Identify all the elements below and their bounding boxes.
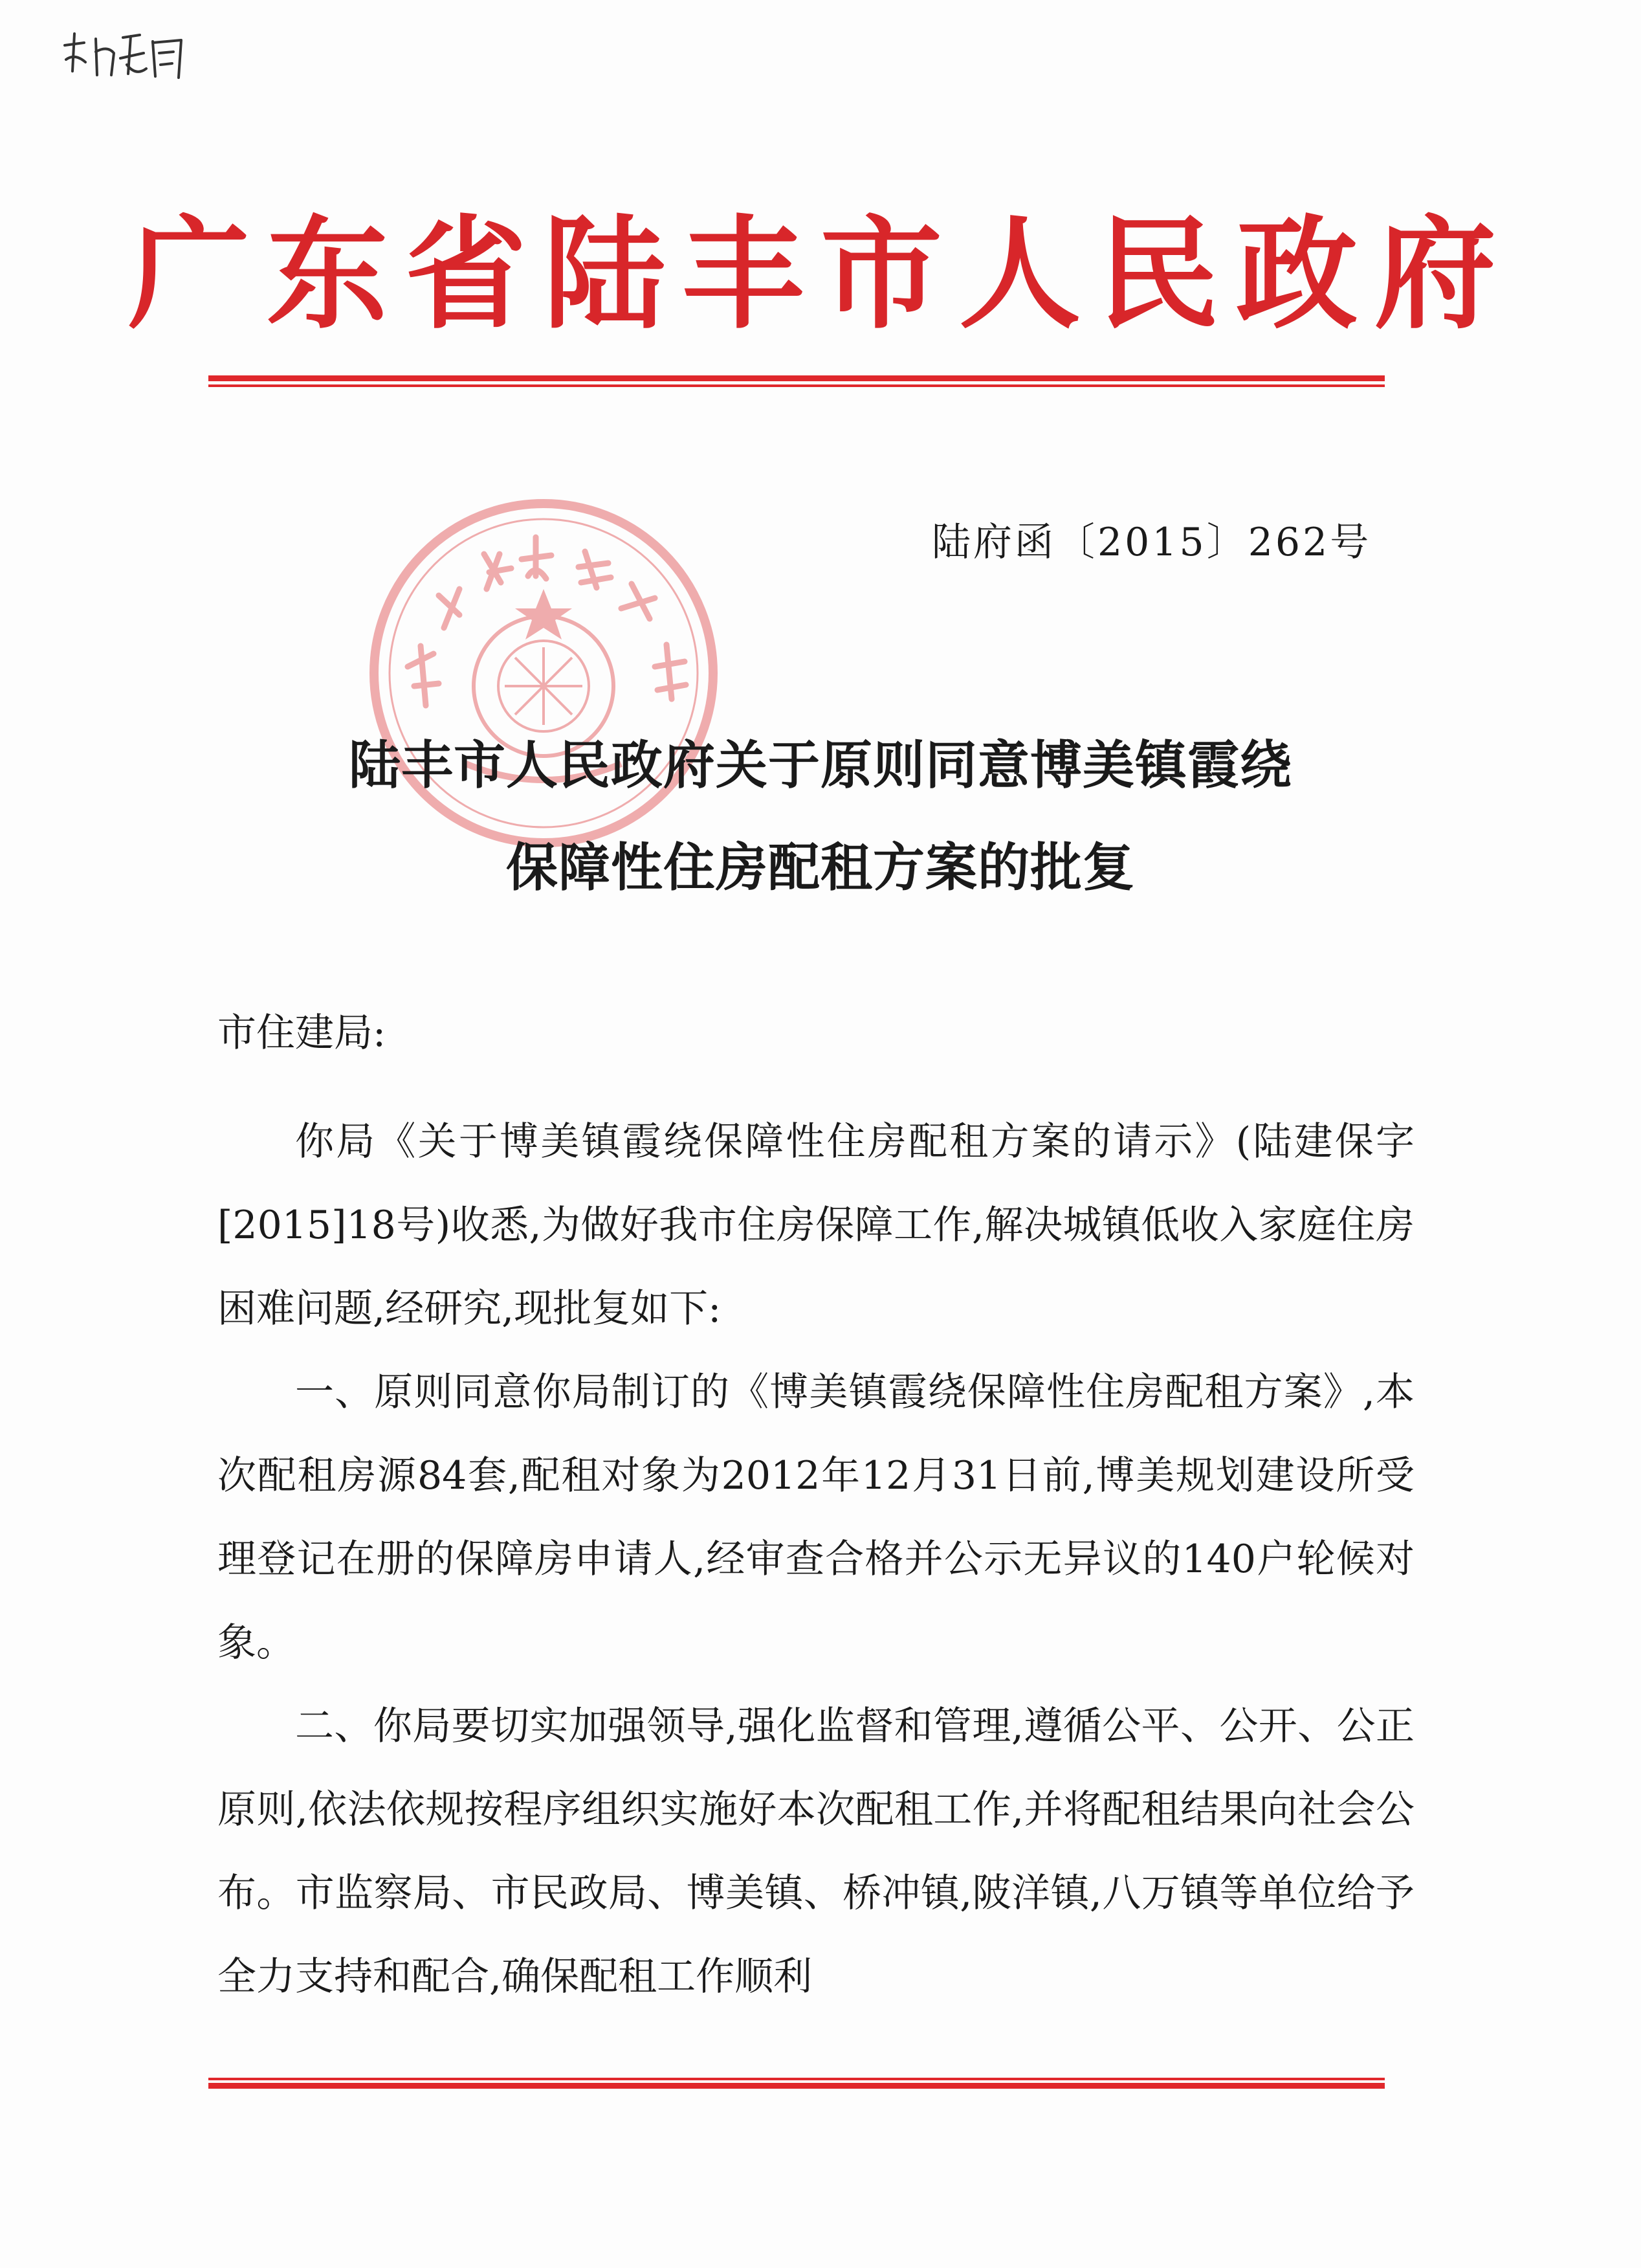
top-red-rule bbox=[208, 375, 1385, 390]
document-title-line-2: 保障性住房配租方案的批复 bbox=[506, 837, 1135, 898]
document-number: 陆府函〔2015〕262号 bbox=[932, 520, 1372, 565]
masthead-title: 广东省陆丰市人民政府 bbox=[128, 203, 1513, 346]
body-paragraph-1: 你局《关于博美镇霞绕保障性住房配租方案的请示》(陆建保字[2015]18号)收悉,为做好我市住房保障工作,解决城镇低收入家庭住房困难问题,经研究,现批复如下: bbox=[217, 1119, 1415, 1331]
official-seal-stamp bbox=[362, 492, 725, 854]
document-title-line-1: 陆丰市人民政府关于原则同意博美镇霞绕 bbox=[349, 735, 1292, 795]
bottom-red-rule bbox=[208, 2078, 1385, 2092]
salutation: 市住建局: bbox=[217, 1010, 386, 1056]
document-body bbox=[217, 1100, 1415, 2019]
body-paragraph-2: 一、原则同意你局制订的《博美镇霞绕保障性住房配租方案》,本次配租房源84套,配租对象为2012年12月31日前,博美规划建设所受理登记在册的保障房申请人,经审查合格并公示无异议的140户轮候对象。 bbox=[217, 1370, 1415, 1665]
handwritten-note-signature bbox=[58, 19, 214, 91]
body-paragraph-3: 二、你局要切实加强领导,强化监督和管理,遵循公平、公开、公正原则,依法依规按程序组织实施好本次配租工作,并将配租结果向社会公布。市监察局、市民政局、博美镇、桥冲镇,陂洋镇,八万镇等单位给予全力支持和配合,确保配租工作顺利 bbox=[217, 1704, 1415, 1999]
